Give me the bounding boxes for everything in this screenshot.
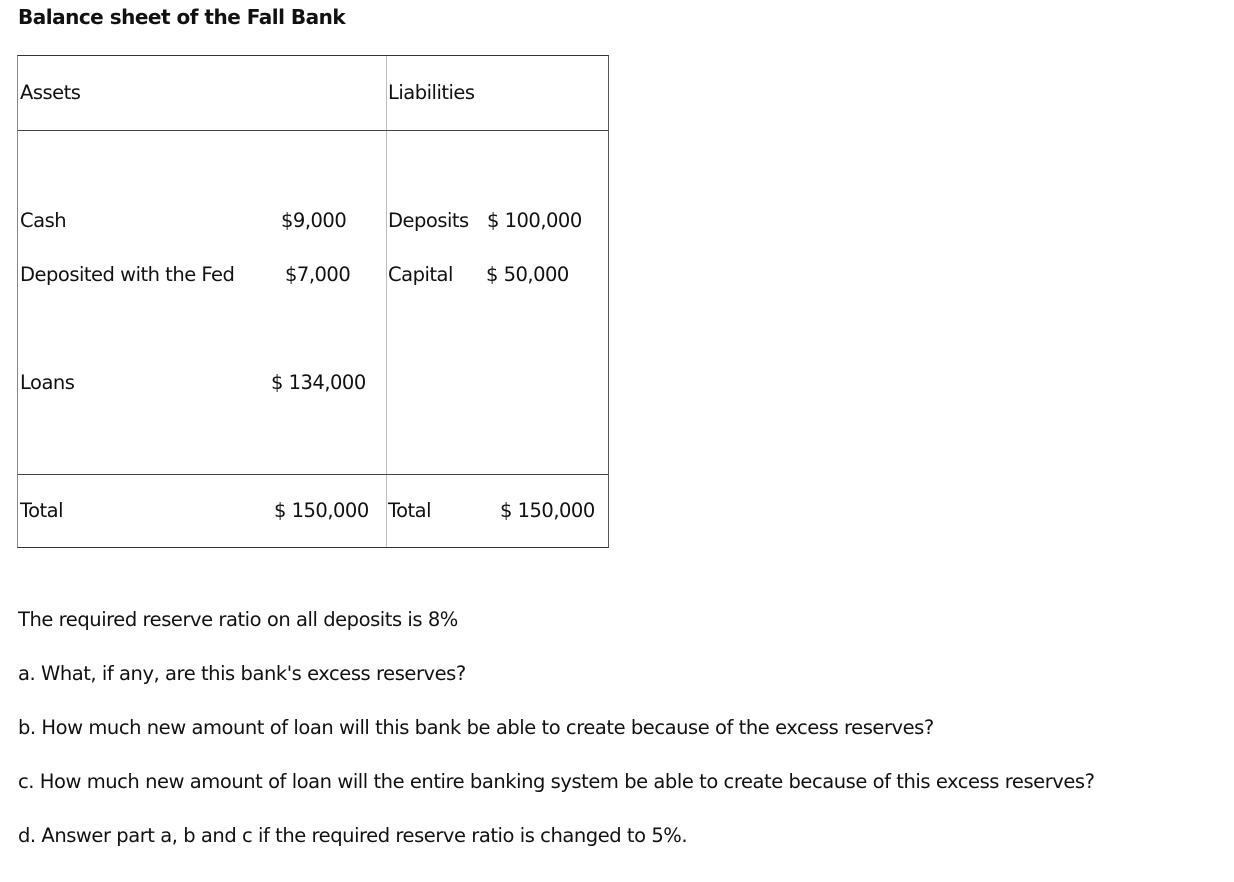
liability-deposits-value: $ 100,000 xyxy=(487,209,582,232)
question-a: a. What, if any, are this bank's excess reserves? xyxy=(18,662,466,685)
assets-total-label: Total xyxy=(20,499,64,522)
balance-sheet-table xyxy=(17,55,609,548)
question-b: b. How much new amount of loan will this bank be able to create because of the excess reserves? xyxy=(18,716,934,739)
asset-cash-label: Cash xyxy=(20,209,67,232)
header-row-divider xyxy=(18,130,608,131)
liability-capital-label: Capital xyxy=(388,263,453,286)
asset-loans-value: $ 134,000 xyxy=(271,371,366,394)
assets-header: Assets xyxy=(20,81,81,104)
question-d: d. Answer part a, b and c if the required reserve ratio is changed to 5%. xyxy=(18,824,688,847)
reserve-ratio-statement: The required reserve ratio on all deposits is 8% xyxy=(18,608,458,631)
asset-fed-value: $7,000 xyxy=(285,263,351,286)
assets-total-value: $ 150,000 xyxy=(274,499,369,522)
page-title: Balance sheet of the Fall Bank xyxy=(18,5,346,29)
asset-cash-value: $9,000 xyxy=(281,209,347,232)
asset-fed-label: Deposited with the Fed xyxy=(20,263,235,286)
asset-loans-label: Loans xyxy=(20,371,75,394)
liability-capital-value: $ 50,000 xyxy=(486,263,569,286)
liabilities-header: Liabilities xyxy=(388,81,475,104)
liabilities-total-label: Total xyxy=(388,499,432,522)
liability-deposits-label: Deposits xyxy=(388,209,469,232)
total-row-divider xyxy=(18,474,608,475)
question-c: c. How much new amount of loan will the entire banking system be able to create because of this excess reserves? xyxy=(18,770,1095,793)
liabilities-total-value: $ 150,000 xyxy=(500,499,595,522)
